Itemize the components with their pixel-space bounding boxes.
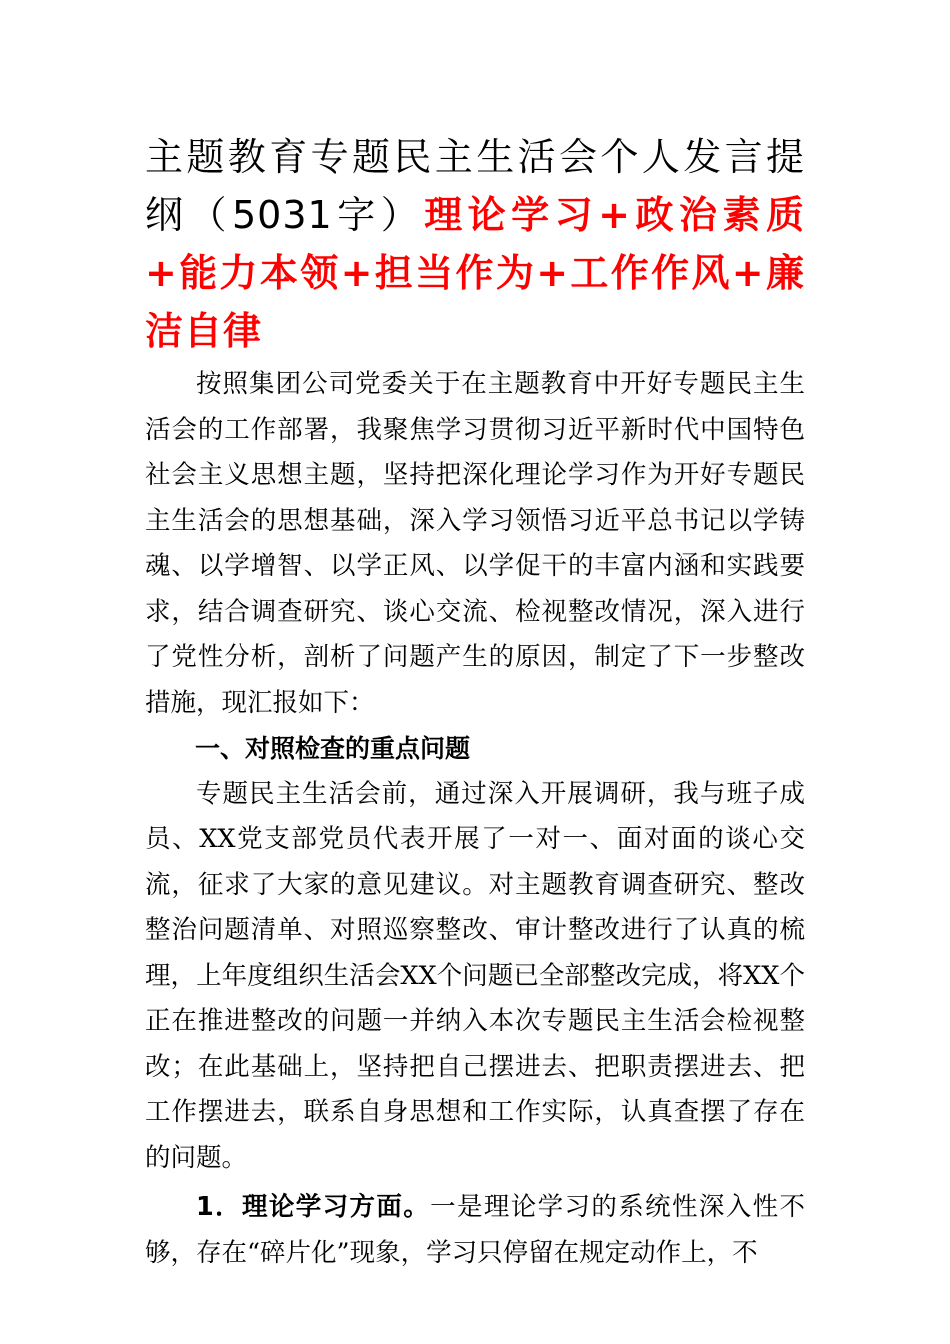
section-heading-1: 一、对照检查的重点问题 xyxy=(195,734,471,763)
document-page xyxy=(145,128,805,1276)
title-black-part: 主题教育专题民主生活会个人发言提纲（5031字） xyxy=(145,135,805,237)
section-1-paragraph: 专题民主生活会前，通过深入开展调研，我与班子成员、XX党支部党员代表开展了一对一、面对面的谈心交流，征求了大家的意见建议。对主题教育调查研究、整改整治问题清单、对照巡察整改、审计整改进行了认真的梳理，上年度组织生活会XX个问题已全部整改完成，将XX个正在推进整改的问题一并纳入本次专题民主生活会检视整改；在此基础上，坚持把自己摆进去、把职责摆进去、把工作摆进去，联系自身思想和工作实际，认真查摆了存在的问题。 xyxy=(145,778,805,1173)
item-1-paragraph xyxy=(145,1185,805,1276)
intro-paragraph: 按照集团公司党委关于在主题教育中开好专题民主生活会的工作部署，我聚焦学习贯彻习近平新时代中国特色社会主义思想主题，坚持把深化理论学习作为开好专题民主生活会的思想基础，深入学习领悟习近平总书记以学铸魂、以学增智、以学正风、以学促干的丰富内涵和实践要求，结合调查研究、谈心交流、检视整改情况，深入进行了党性分析，剖析了问题产生的原因，制定了下一步整改措施，现汇报如下： xyxy=(145,369,805,718)
item-1-lead: 1．理论学习方面。 xyxy=(196,1192,431,1222)
document-title xyxy=(145,128,805,360)
item-1-text: 一是理论学习的系统性深入性不够，存在“碎片化”现象，学习只停留在规定动作上，不 xyxy=(145,1192,805,1268)
title-red-part: 理论学习+政治素质+能力本领+担当作为+工作作风+廉洁自律 xyxy=(145,193,805,353)
